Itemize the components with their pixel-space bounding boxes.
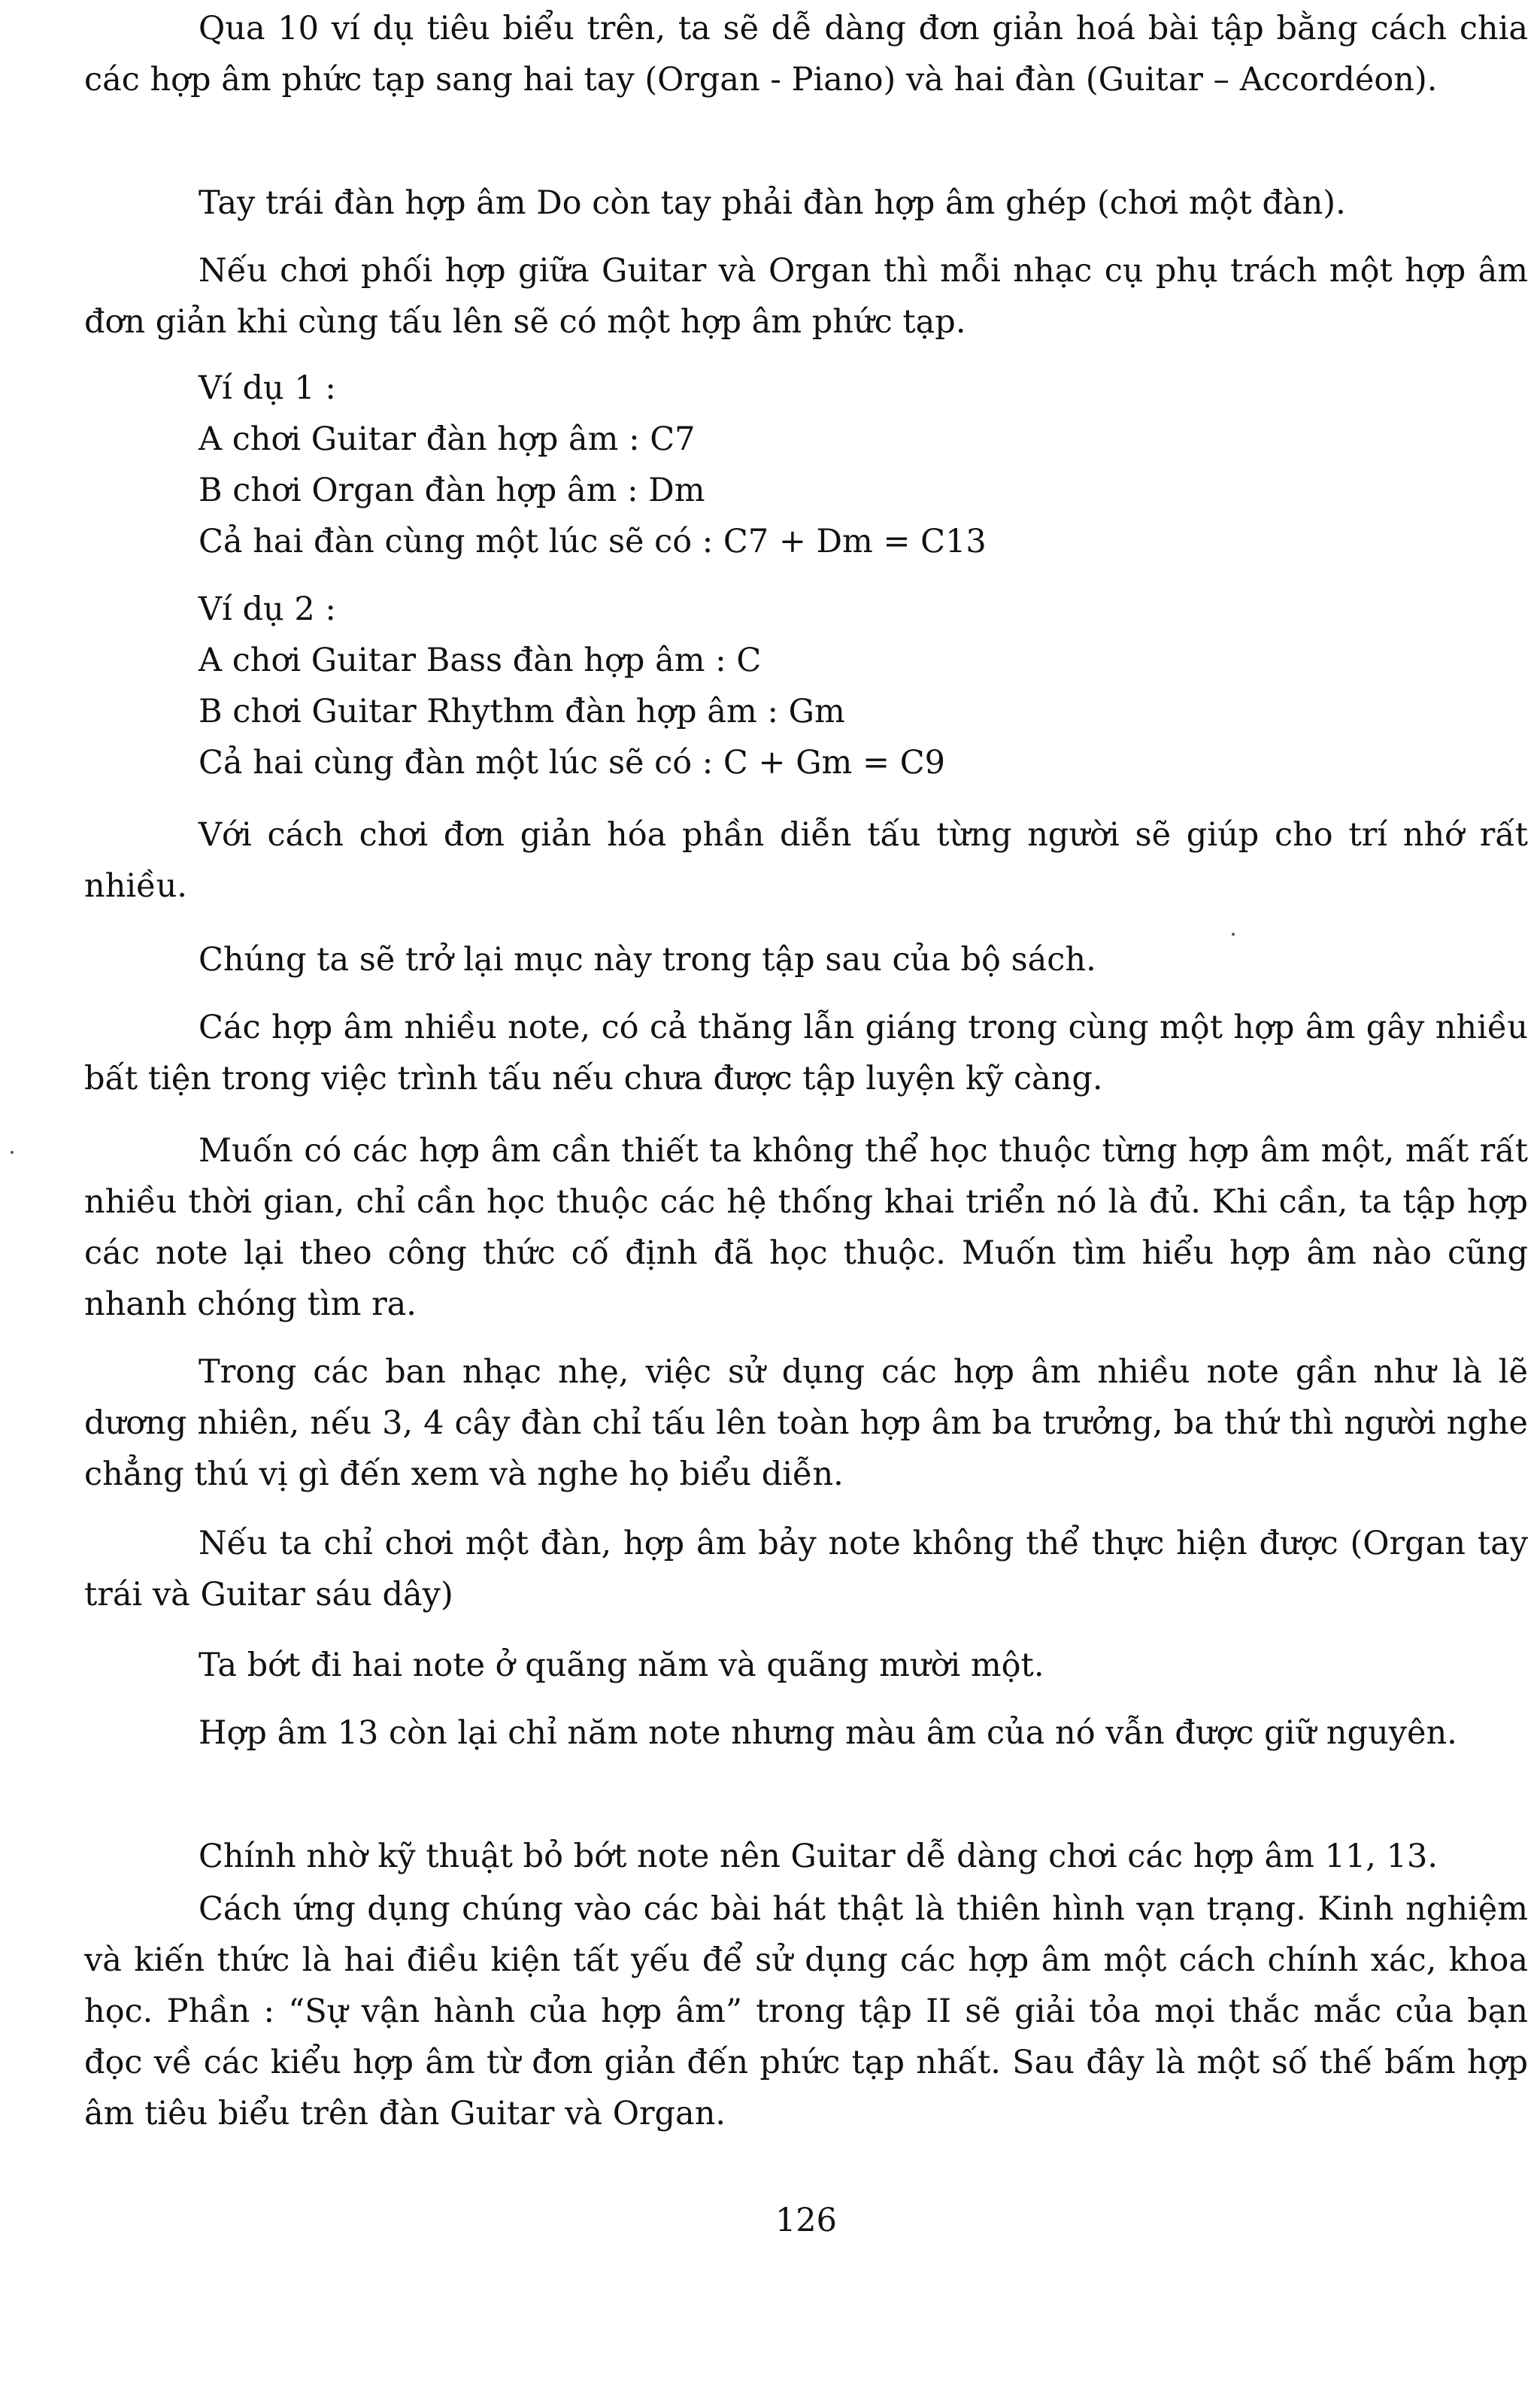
example-1 [199,363,1477,567]
margin-mark [11,1151,14,1154]
example-1-line: Cả hai đàn cùng một lúc sẽ có : C7 + Dm = C13 [199,523,987,560]
paragraph-simplified-playing: Với cách chơi đơn giản hóa phần diễn tấu từng người sẽ giúp cho trí nhớ rất nhiều. [84,816,1528,905]
paragraph-chord-13: Hợp âm 13 còn lại chỉ năm note nhưng màu âm của nó vẫn được giữ nguyên. [199,1714,1457,1752]
paragraph-drop-notes: Ta bớt đi hai note ở quãng năm và quãng mười một. [199,1647,1044,1684]
paragraph-return-topic: Chúng ta sẽ trở lại mục này trong tập sau của bộ sách. [199,941,1096,979]
example-1-line: B chơi Organ đàn hợp âm : Dm [199,472,705,509]
paragraph-single-instrument: Nếu ta chỉ chơi một đàn, hợp âm bảy note không thể thực hiện được (Organ tay trái và Guitar sáu dây) [84,1525,1528,1613]
paragraph-guitar-organ: Nếu chơi phối hợp giữa Guitar và Organ thì mỗi nhạc cụ phụ trách một hợp âm đơn giản khi cùng tấu lên sẽ có một hợp âm phức tạp. [84,252,1528,341]
example-1-title: Ví dụ 1 : [199,369,336,407]
example-2-line: B chơi Guitar Rhythm đàn hợp âm : Gm [199,693,845,730]
paragraph-intro: Qua 10 ví dụ tiêu biểu trên, ta sẽ dễ dàng đơn giản hoá bài tập bằng cách chia các hợp âm phức tạp sang hai tay (Organ - Piano) và hai đàn (Guitar – Accordéon). [84,10,1528,99]
example-2-line: A chơi Guitar Bass đàn hợp âm : C [199,642,762,679]
document-page [84,0,1528,2407]
scan-speck [1232,933,1235,936]
example-2-title: Ví dụ 2 : [199,590,336,628]
paragraph-light-music-bands: Trong các ban nhạc nhẹ, việc sử dụng các hợp âm nhiều note gần như là lẽ dương nhiên, nếu 3, 4 cây đàn chỉ tấu lên toàn hợp âm ba trưởng, ba thứ thì người nghe chẳng thú vị gì đến xem và nghe họ biểu diễn. [84,1353,1528,1493]
paragraph-left-right-hands: Tay trái đàn hợp âm Do còn tay phải đàn hợp âm ghép (chơi một đàn). [199,184,1346,222]
example-2-line: Cả hai cùng đàn một lúc sẽ có : C + Gm = C9 [199,744,945,782]
paragraph-applications: Cách ứng dụng chúng vào các bài hát thật là thiên hình vạn trạng. Kinh nghiệm và kiến thức là hai điều kiện tất yếu để sử dụng các hợp âm một cách chính xác, khoa học. Phần : “Sự vận hành của hợp âm” trong tập II sẽ giải tỏa mọi thắc mắc của bạn đọc về các kiểu hợp âm từ đơn giản đến phức tạp nhất. Sau đây là một số thế bấm hợp âm tiêu biểu trên đàn Guitar và Organ. [84,1890,1528,2132]
paragraph-learning-chords: Muốn có các hợp âm cần thiết ta không thể học thuộc từng hợp âm một, mất rất nhiều thời gian, chỉ cần học thuộc các hệ thống khai triển nó là đủ. Khi cần, ta tập hợp các note lại theo công thức cố định đã học thuộc. Muốn tìm hiểu hợp âm nào cũng nhanh chóng tìm ra. [84,1132,1528,1323]
example-1-line: A chơi Guitar đàn hợp âm : C7 [199,420,696,458]
page-number: 126 [775,2202,838,2239]
example-2 [199,584,1477,788]
paragraph-guitar-technique: Chính nhờ kỹ thuật bỏ bớt note nên Guitar dễ dàng chơi các hợp âm 11, 13. [199,1838,1438,1875]
paragraph-many-note-chords: Các hợp âm nhiều note, có cả thăng lẫn giáng trong cùng một hợp âm gây nhiều bất tiện trong việc trình tấu nếu chưa được tập luyện kỹ càng. [84,1009,1528,1097]
